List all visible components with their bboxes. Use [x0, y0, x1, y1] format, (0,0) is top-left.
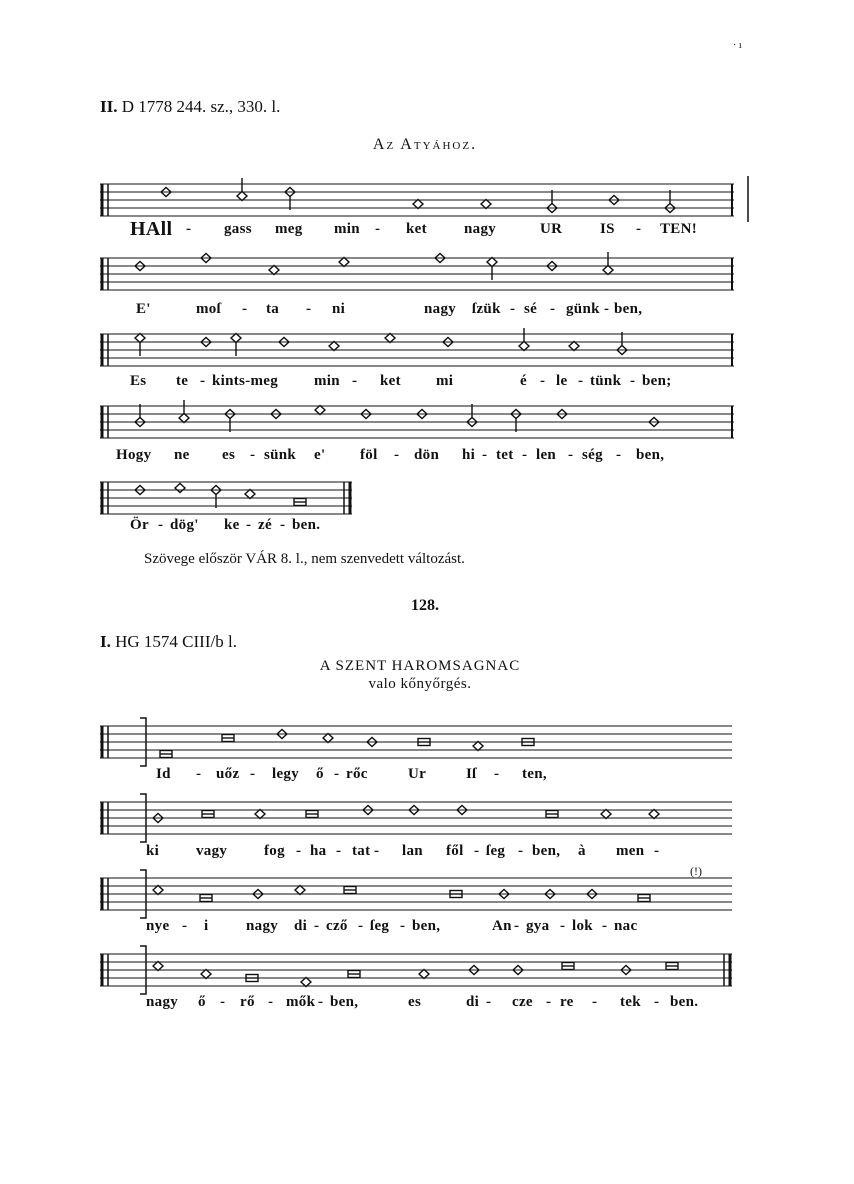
- lyric-syllable: -: [352, 373, 358, 389]
- lyric-syllable: ben,: [636, 447, 665, 463]
- lyric-syllable: -: [560, 918, 566, 934]
- lyric-syllable: nagy: [146, 994, 179, 1010]
- lyric-syllable: tünk: [590, 373, 622, 389]
- lyric-syllable: te: [176, 373, 189, 389]
- lyric-syllable: min: [334, 221, 360, 237]
- diamond-note: [153, 962, 163, 971]
- lyric-syllable: ſeg: [486, 843, 506, 859]
- lyric-syllable: -: [200, 373, 206, 389]
- staff-a4: [100, 398, 750, 448]
- diamond-note: [569, 342, 579, 351]
- lyric-syllable: ket: [406, 221, 427, 237]
- lyrics-a4: [116, 447, 736, 469]
- diamond-note: [487, 258, 497, 267]
- lyric-syllable: ſzük: [472, 301, 501, 317]
- diamond-note: [231, 334, 241, 343]
- lyric-syllable: nagy: [246, 918, 279, 934]
- lyric-syllable: -: [250, 447, 256, 463]
- staff-a3: [100, 326, 750, 376]
- lyric-syllable: -: [358, 918, 364, 934]
- lyrics-a5: [130, 517, 370, 539]
- lyrics-b4: [146, 994, 726, 1016]
- lyric-syllable: -: [296, 843, 302, 859]
- lyric-syllable: nye: [146, 918, 170, 934]
- lyrics-a1: [130, 218, 730, 243]
- lyric-syllable: ten,: [522, 766, 547, 782]
- lyric-syllable: vagy: [196, 843, 228, 859]
- lyric-syllable: ben.: [292, 517, 321, 533]
- lyric-syllable: -: [158, 517, 164, 533]
- lyric-syllable: ő: [316, 766, 324, 782]
- lyric-syllable: Iſ: [466, 766, 477, 782]
- lyric-syllable: uőz: [216, 766, 240, 782]
- lyric-syllable: rőc: [346, 766, 368, 782]
- lyric-syllable: es: [222, 447, 236, 463]
- lyric-syllable: -: [482, 447, 488, 463]
- lyric-syllable: ket: [380, 373, 401, 389]
- source-number-b: I.: [100, 632, 111, 651]
- lyric-syllable: ni: [332, 301, 346, 317]
- lyric-syllable: Id: [156, 766, 171, 782]
- diamond-note: [329, 342, 339, 351]
- lyric-syllable: -: [636, 221, 642, 237]
- lyric-syllable: -: [250, 766, 256, 782]
- lyric-syllable: -: [602, 918, 608, 934]
- lyric-syllable: ne: [174, 447, 190, 463]
- lyric-syllable: -: [514, 918, 520, 934]
- lyric-syllable: ség: [582, 447, 603, 463]
- lyric-syllable: nac: [614, 918, 638, 934]
- lyric-syllable: fől: [446, 843, 464, 859]
- lyric-syllable: -: [616, 447, 622, 463]
- lyric-syllable: An: [492, 918, 512, 934]
- lyric-syllable: nagy: [464, 221, 497, 237]
- lyric-syllable: tek: [620, 994, 641, 1010]
- diamond-note: [419, 970, 429, 979]
- diamond-note: [519, 342, 529, 351]
- lyric-syllable: di: [294, 918, 308, 934]
- lyric-syllable: ta: [266, 301, 280, 317]
- lyric-syllable: -: [186, 221, 192, 237]
- lyric-syllable: -: [242, 301, 248, 317]
- lyrics-a3: [130, 373, 730, 395]
- source-number-a: II.: [100, 97, 118, 116]
- lyric-syllable: le: [556, 373, 568, 389]
- lyric-syllable: tet: [496, 447, 514, 463]
- lyric-syllable: -: [546, 994, 552, 1010]
- lyric-syllable: -: [318, 994, 324, 1010]
- lyric-syllable: ki: [146, 843, 160, 859]
- page-mark: · ı: [733, 40, 742, 51]
- lyric-syllable: -: [374, 843, 380, 859]
- lyric-syllable: ha: [310, 843, 327, 859]
- lyric-syllable: -: [375, 221, 381, 237]
- lyric-syllable: rő: [240, 994, 255, 1010]
- lyric-syllable: ben,: [532, 843, 561, 859]
- lyric-syllable: Es: [130, 373, 147, 389]
- hymn-a-note: Szövege először VÁR 8. l., nem szenvedett változást.: [144, 551, 465, 567]
- lyric-syllable: -: [280, 517, 286, 533]
- diamond-note: [245, 490, 255, 499]
- lyric-syllable: -: [550, 301, 556, 317]
- editorial-mark: (!): [690, 864, 702, 878]
- diamond-note: [603, 266, 613, 275]
- lyric-syllable: mi: [436, 373, 454, 389]
- lyric-syllable: lok: [572, 918, 593, 934]
- lyric-syllable: i: [204, 918, 209, 934]
- diamond-note: [473, 742, 483, 751]
- lyric-syllable: -: [182, 918, 188, 934]
- diamond-note: [237, 192, 247, 201]
- diamond-note: [201, 970, 211, 979]
- lyric-syllable: -: [604, 301, 610, 317]
- source-reference-a: [100, 97, 280, 117]
- diamond-note: [269, 266, 279, 275]
- lyric-syllable: -: [486, 994, 492, 1010]
- diamond-note: [153, 886, 163, 895]
- lyric-syllable: UR: [540, 221, 563, 237]
- lyric-syllable: Ör: [130, 517, 149, 533]
- lyric-syllable: legy: [272, 766, 300, 782]
- lyric-syllable: es: [408, 994, 422, 1010]
- diamond-note: [301, 978, 311, 987]
- diamond-note: [601, 810, 611, 819]
- lyric-syllable: -: [474, 843, 480, 859]
- lyric-syllable: -: [246, 517, 252, 533]
- lyrics-b3: [146, 918, 726, 940]
- lyric-syllable: gya: [526, 918, 550, 934]
- lyric-syllable: di: [466, 994, 480, 1010]
- lyric-syllable: men: [616, 843, 645, 859]
- diamond-note: [413, 200, 423, 209]
- lyric-syllable: ben,: [330, 994, 359, 1010]
- diamond-note: [315, 406, 325, 415]
- diamond-note: [339, 258, 349, 267]
- lyric-syllable: meg: [275, 221, 303, 237]
- diamond-note: [179, 414, 189, 423]
- lyric-syllable: Ur: [408, 766, 427, 782]
- hymn-title-b-line1: A SZENT HAROMSAGNAC: [319, 658, 521, 674]
- lyric-syllable: moſ: [196, 301, 222, 317]
- diamond-note: [649, 810, 659, 819]
- lyric-syllable: -: [510, 301, 516, 317]
- source-details-b: HG 1574 CIII/b l.: [115, 632, 237, 651]
- lyric-syllable: HAll: [130, 218, 173, 240]
- lyric-syllable: re: [560, 994, 574, 1010]
- lyric-syllable: -: [592, 994, 598, 1010]
- lyric-syllable: ke: [224, 517, 240, 533]
- lyric-syllable: -: [522, 447, 528, 463]
- lyric-syllable: TEN!: [660, 221, 698, 237]
- lyric-syllable: cze: [512, 994, 533, 1010]
- lyric-syllable: len: [536, 447, 557, 463]
- lyric-syllable: dön: [414, 447, 440, 463]
- lyric-syllable: -: [654, 994, 660, 1010]
- lyric-syllable: tat: [352, 843, 371, 859]
- lyric-syllable: ſeg: [370, 918, 390, 934]
- lyric-syllable: -: [630, 373, 636, 389]
- lyric-syllable: gass: [224, 221, 252, 237]
- lyric-syllable: min: [314, 373, 340, 389]
- lyric-syllable: IS: [600, 221, 615, 237]
- lyric-syllable: -: [494, 766, 500, 782]
- lyric-syllable: ben.: [670, 994, 699, 1010]
- hymn-title-a: Az Atyához.: [372, 136, 478, 153]
- diamond-note: [255, 810, 265, 819]
- diamond-note: [295, 886, 305, 895]
- lyric-syllable: Hogy: [116, 447, 152, 463]
- lyric-syllable: -: [394, 447, 400, 463]
- diamond-note: [323, 734, 333, 743]
- lyric-syllable: -: [268, 994, 274, 1010]
- lyric-syllable: E': [136, 301, 151, 317]
- lyric-syllable: ben,: [614, 301, 643, 317]
- lyric-syllable: -: [336, 843, 342, 859]
- lyric-syllable: -: [578, 373, 584, 389]
- lyric-syllable: -: [568, 447, 574, 463]
- lyrics-b1: [156, 766, 716, 788]
- lyric-syllable: -: [400, 918, 406, 934]
- lyric-syllable: sé: [524, 301, 538, 317]
- lyric-syllable: nagy: [424, 301, 457, 317]
- hymn-title-b-line2: valo kőnyőrgés.: [368, 676, 472, 692]
- lyric-syllable: sünk: [264, 447, 297, 463]
- diamond-note: [135, 334, 145, 343]
- lyric-syllable: kints-meg: [212, 373, 279, 389]
- diamond-note: [481, 200, 491, 209]
- lyric-syllable: günk: [566, 301, 600, 317]
- lyric-syllable: -: [540, 373, 546, 389]
- lyric-syllable: föl: [360, 447, 378, 463]
- lyric-syllable: -: [220, 994, 226, 1010]
- lyric-syllable: dög': [170, 517, 199, 533]
- lyric-syllable: hi: [462, 447, 476, 463]
- staff-a1: [100, 176, 750, 226]
- lyric-syllable: ben,: [412, 918, 441, 934]
- lyric-syllable: é: [520, 373, 527, 389]
- lyric-syllable: fog: [264, 843, 285, 859]
- source-reference-b: [100, 632, 237, 652]
- lyric-syllable: lan: [402, 843, 423, 859]
- lyric-syllable: -: [334, 766, 340, 782]
- lyric-syllable: ő: [198, 994, 206, 1010]
- lyric-syllable: cző: [326, 918, 348, 934]
- staff-a2: [100, 250, 750, 300]
- lyric-syllable: e': [314, 447, 326, 463]
- lyric-syllable: -: [654, 843, 660, 859]
- hymn-number: 128.: [411, 597, 439, 614]
- lyric-syllable: -: [196, 766, 202, 782]
- lyric-syllable: -: [518, 843, 524, 859]
- lyric-syllable: -: [306, 301, 312, 317]
- diamond-note: [385, 334, 395, 343]
- source-details-a: D 1778 244. sz., 330. l.: [121, 97, 281, 116]
- lyric-syllable: à: [578, 843, 586, 859]
- lyrics-a2: [130, 301, 730, 323]
- lyric-syllable: -: [314, 918, 320, 934]
- diamond-note: [175, 484, 185, 493]
- lyrics-b2: [146, 843, 726, 865]
- lyric-syllable: zé: [258, 517, 272, 533]
- lyric-syllable: ben;: [642, 373, 672, 389]
- lyric-syllable: mők: [286, 994, 316, 1010]
